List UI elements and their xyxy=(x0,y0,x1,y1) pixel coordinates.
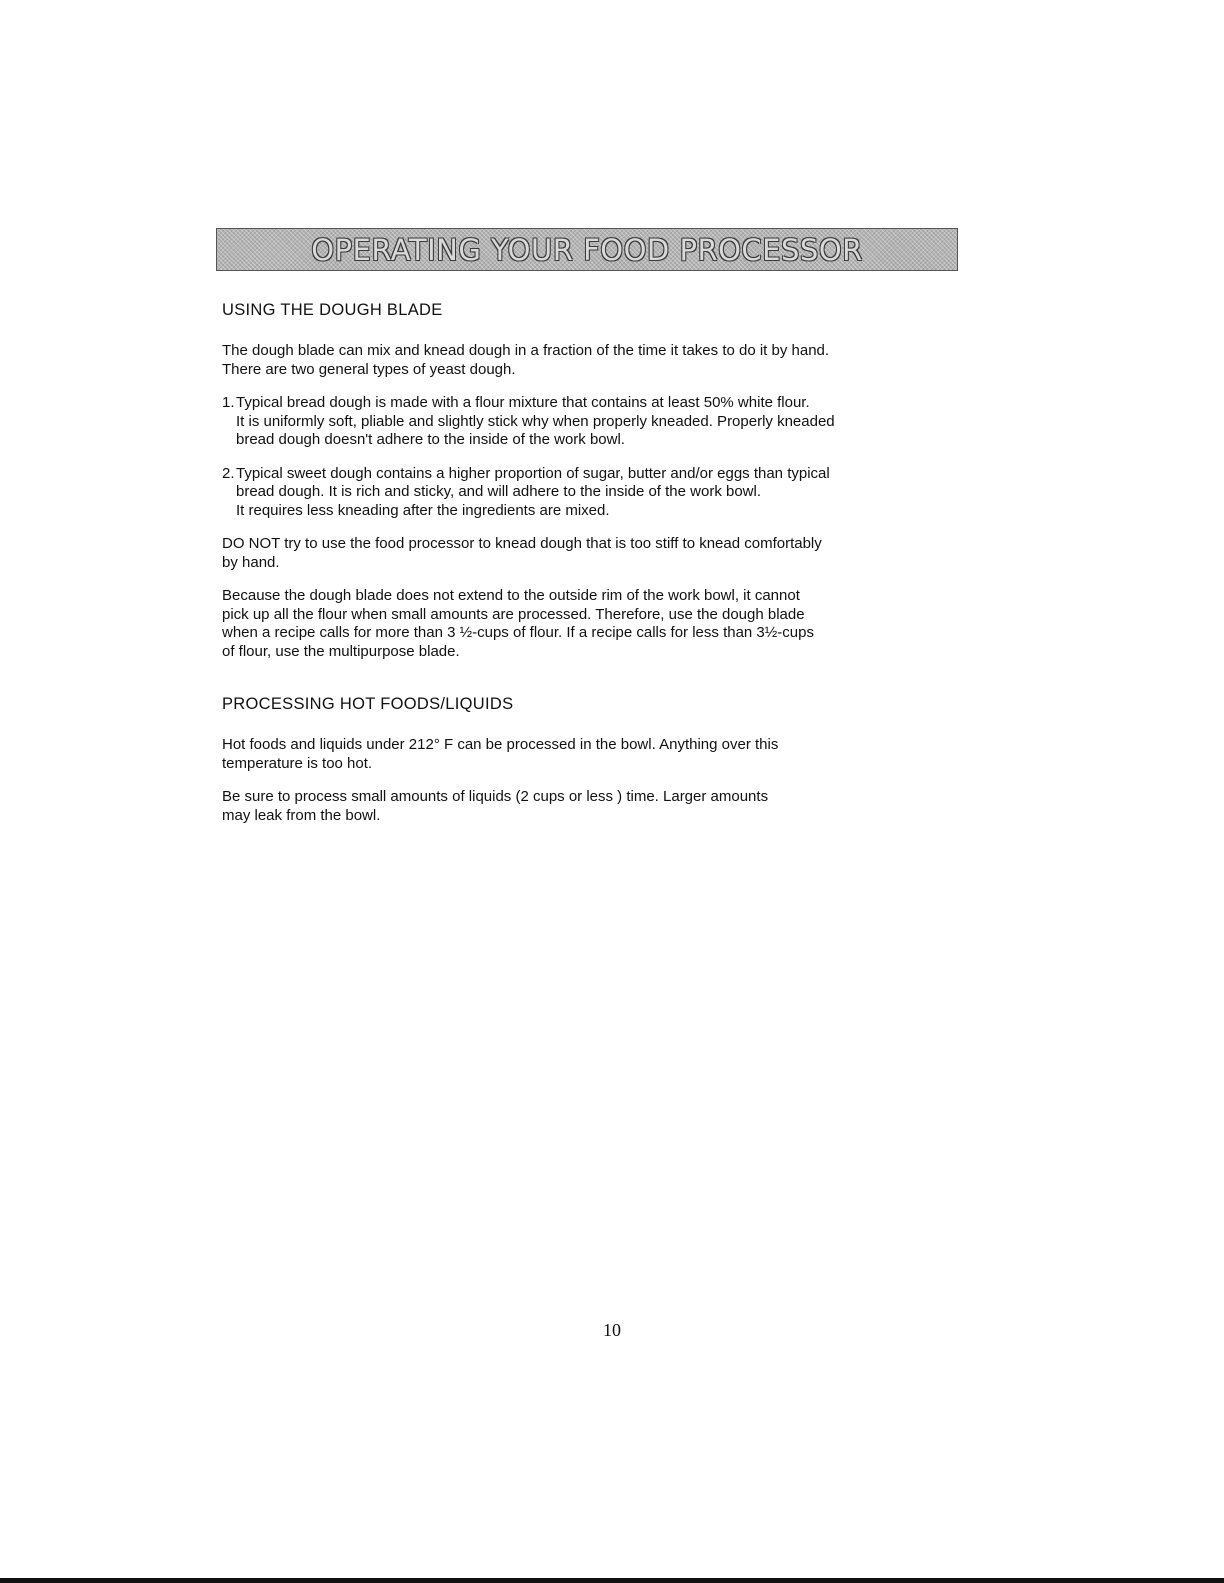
text-line: The dough blade can mix and knead dough in a fraction of the time it takes to do it by hand. xyxy=(222,342,830,359)
dough-intro-paragraph xyxy=(222,342,967,379)
list-item-sweet-dough xyxy=(222,465,967,521)
text-line: may leak from the bowl. xyxy=(222,806,381,824)
text-line: Be sure to process small amounts of liquids (2 cups or less ) time. Larger amounts xyxy=(222,788,769,805)
page-title-banner xyxy=(216,228,958,271)
list-number: 1. xyxy=(222,394,235,411)
main-content xyxy=(222,300,967,840)
text-line: of flour, use the multipurpose blade. xyxy=(222,642,460,660)
text-line: bread dough doesn't adhere to the inside of the work bowl. xyxy=(236,431,625,448)
section-heading-hot-foods: PROCESSING HOT FOODS/LIQUIDS xyxy=(222,695,514,713)
text-line: Typical sweet dough contains a higher proportion of sugar, butter and/or eggs than typical xyxy=(236,464,830,482)
list-item-bread-dough xyxy=(222,394,967,450)
text-line: Typical bread dough is made with a flour mixture that contains at least 50% white flour. xyxy=(236,394,810,411)
text-line: It requires less kneading after the ingredients are mixed. xyxy=(236,501,610,519)
bottom-edge-rule xyxy=(0,1578,1224,1583)
text-line: when a recipe calls for more than 3 ½-cups of flour. If a recipe calls for less than 3½-cups xyxy=(222,624,814,641)
text-line: Because the dough blade does not extend to the outside rim of the work bowl, it cannot xyxy=(222,587,800,604)
text-line: Hot foods and liquids under 212° F can be processed in the bowl. Anything over this xyxy=(222,736,779,753)
text-line: It is uniformly soft, pliable and slightly stick why when properly kneaded. Properly kneaded xyxy=(236,412,835,430)
dough-blade-note-paragraph xyxy=(222,587,967,661)
hot-foods-paragraph xyxy=(222,736,967,773)
text-line: pick up all the flour when small amounts are processed. Therefore, use the dough blade xyxy=(222,605,805,623)
page-number: 10 xyxy=(603,1320,621,1340)
list-item-body xyxy=(236,465,830,521)
section-spacer xyxy=(222,676,967,694)
text-line: There are two general types of yeast dough. xyxy=(222,360,516,378)
liquids-amount-paragraph xyxy=(222,788,967,825)
warning-paragraph xyxy=(222,535,967,572)
section-heading-dough-blade: USING THE DOUGH BLADE xyxy=(222,301,443,319)
text-line: temperature is too hot. xyxy=(222,754,373,772)
text-line: bread dough. It is rich and sticky, and will adhere to the inside of the work bowl. xyxy=(236,483,762,500)
text-line: by hand. xyxy=(222,553,280,571)
text-line: DO NOT try to use the food processor to knead dough that is too stiff to knead comfortably xyxy=(222,535,822,552)
page-title: OPERATING YOUR FOOD PROCESSOR xyxy=(311,232,863,267)
list-item-body xyxy=(236,394,835,450)
list-number: 2. xyxy=(222,464,235,482)
